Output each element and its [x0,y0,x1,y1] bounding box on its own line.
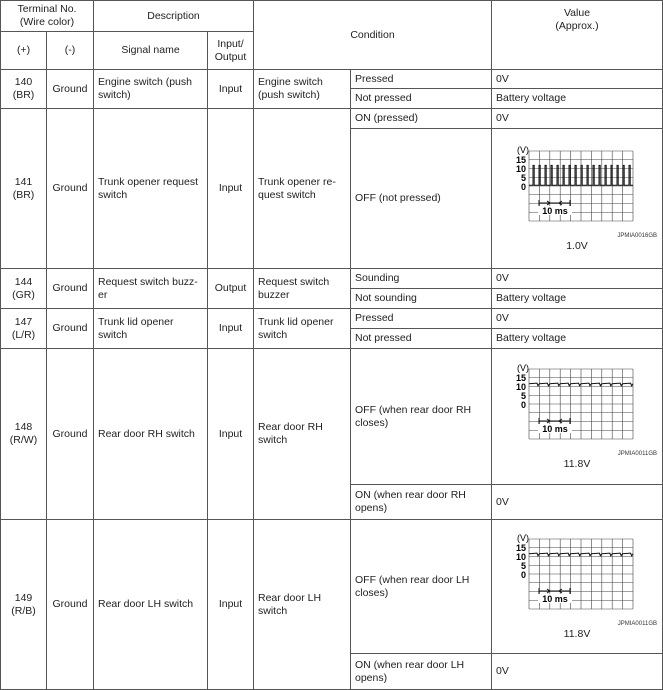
state-cell: Sounding [351,269,492,289]
terminal-no-header: Terminal No. (Wire color) [1,1,94,32]
figure-code: JPMIA0011GB [617,450,657,457]
waveform-tick-label: 15 [515,372,526,383]
value-cell: 0V [492,309,663,329]
terminal-cell: 148 (R/W) [1,349,47,520]
state-cell: ON (when rear door RH opens) [351,485,492,520]
minus-cell: Ground [47,520,94,690]
description-header: Description [94,1,254,32]
state-cell: Not pressed [351,329,492,349]
state-cell: OFF (when rear door RH closes) [351,349,492,485]
figure-code: JPMIA0016GB [617,232,657,239]
condition-cell: Request switch buzzer [254,269,351,309]
waveform-tick-label: 10 [515,551,526,562]
io-cell: Input [208,349,254,520]
time-scale-label: 10 ms [542,423,568,434]
condition-cell: Rear door RH switch [254,349,351,520]
waveform-value-cell [492,520,663,654]
signal-name-cell: Engine switch (push switch) [94,70,208,109]
value-header: Value (Approx.) [492,1,663,70]
time-scale-label: 10 ms [542,593,568,604]
table-row [1,269,663,289]
waveform-value-cell [492,349,663,485]
waveform-svg [497,361,657,449]
condition-cell: Engine switch (push switch) [254,70,351,109]
waveform-trace [529,165,633,185]
time-scale-label: 10 ms [542,205,568,216]
value-text: 11.8V [563,457,591,470]
minus-header: (-) [47,32,94,70]
waveform-tick-label: 0 [520,399,526,410]
waveform-graph [497,531,657,628]
waveform-tick-label: 15 [515,542,526,553]
table-row [1,70,663,89]
value-cell: 0V [492,109,663,129]
waveform-tick-label: 0 [520,181,526,192]
waveform-graph [497,361,657,458]
value-text: 11.8V [563,627,591,640]
waveform-tick-label: 0 [520,569,526,580]
figure-code: JPMIA0011GB [617,620,657,627]
io-header: Input/ Output [208,32,254,70]
table-row [1,109,663,129]
minus-cell: Ground [47,109,94,269]
minus-cell: Ground [47,349,94,520]
state-cell: Pressed [351,70,492,89]
terminal-cell: 144 (GR) [1,269,47,309]
value-cell: 0V [492,485,663,520]
signal-name-header: Signal name [94,32,208,70]
table-row [1,520,663,654]
minus-cell: Ground [47,309,94,349]
state-cell: ON (pressed) [351,109,492,129]
waveform-tick-label: 5 [520,172,526,183]
condition-cell: Trunk lid opener switch [254,309,351,349]
terminal-cell: 140 (BR) [1,70,47,109]
value-cell: Battery voltage [492,89,663,109]
signal-name-cell: Rear door LH switch [94,520,208,690]
signal-name-cell: Rear door RH switch [94,349,208,520]
value-cell: 0V [492,654,663,690]
table-row [1,349,663,485]
signal-name-cell: Trunk lid opener switch [94,309,208,349]
condition-header: Condition [254,1,492,70]
condition-cell: Rear door LH switch [254,520,351,690]
io-cell: Input [208,520,254,690]
waveform-unit: (V) [517,144,529,155]
value-text: 1.0V [566,239,588,252]
state-cell: OFF (not pressed) [351,129,492,269]
io-cell: Input [208,309,254,349]
waveform-graph [497,143,657,240]
waveform-svg [497,531,657,619]
waveform-unit: (V) [517,532,529,543]
terminal-cell: 147 (L/R) [1,309,47,349]
waveform-tick-label: 10 [515,381,526,392]
signal-name-cell: Trunk opener request switch [94,109,208,269]
plus-header: (+) [1,32,47,70]
waveform-tick-label: 5 [520,390,526,401]
value-cell: Battery voltage [492,289,663,309]
value-cell: 0V [492,70,663,89]
minus-cell: Ground [47,269,94,309]
terminal-cell: 141 (BR) [1,109,47,269]
waveform-svg [497,143,657,231]
value-cell: Battery voltage [492,329,663,349]
condition-cell: Trunk opener re-quest switch [254,109,351,269]
signal-name-cell: Request switch buzz-er [94,269,208,309]
waveform-unit: (V) [517,362,529,373]
table-row [1,309,663,329]
io-cell: Output [208,269,254,309]
minus-cell: Ground [47,70,94,109]
value-cell: 0V [492,269,663,289]
state-cell: ON (when rear door LH opens) [351,654,492,690]
io-cell: Input [208,109,254,269]
waveform-value-cell [492,129,663,269]
state-cell: Not pressed [351,89,492,109]
state-cell: Not sounding [351,289,492,309]
terminal-cell: 149 (R/B) [1,520,47,690]
waveform-tick-label: 15 [515,154,526,165]
state-cell: Pressed [351,309,492,329]
io-cell: Input [208,70,254,109]
state-cell: OFF (when rear door LH closes) [351,520,492,654]
waveform-tick-label: 5 [520,560,526,571]
waveform-tick-label: 10 [515,163,526,174]
